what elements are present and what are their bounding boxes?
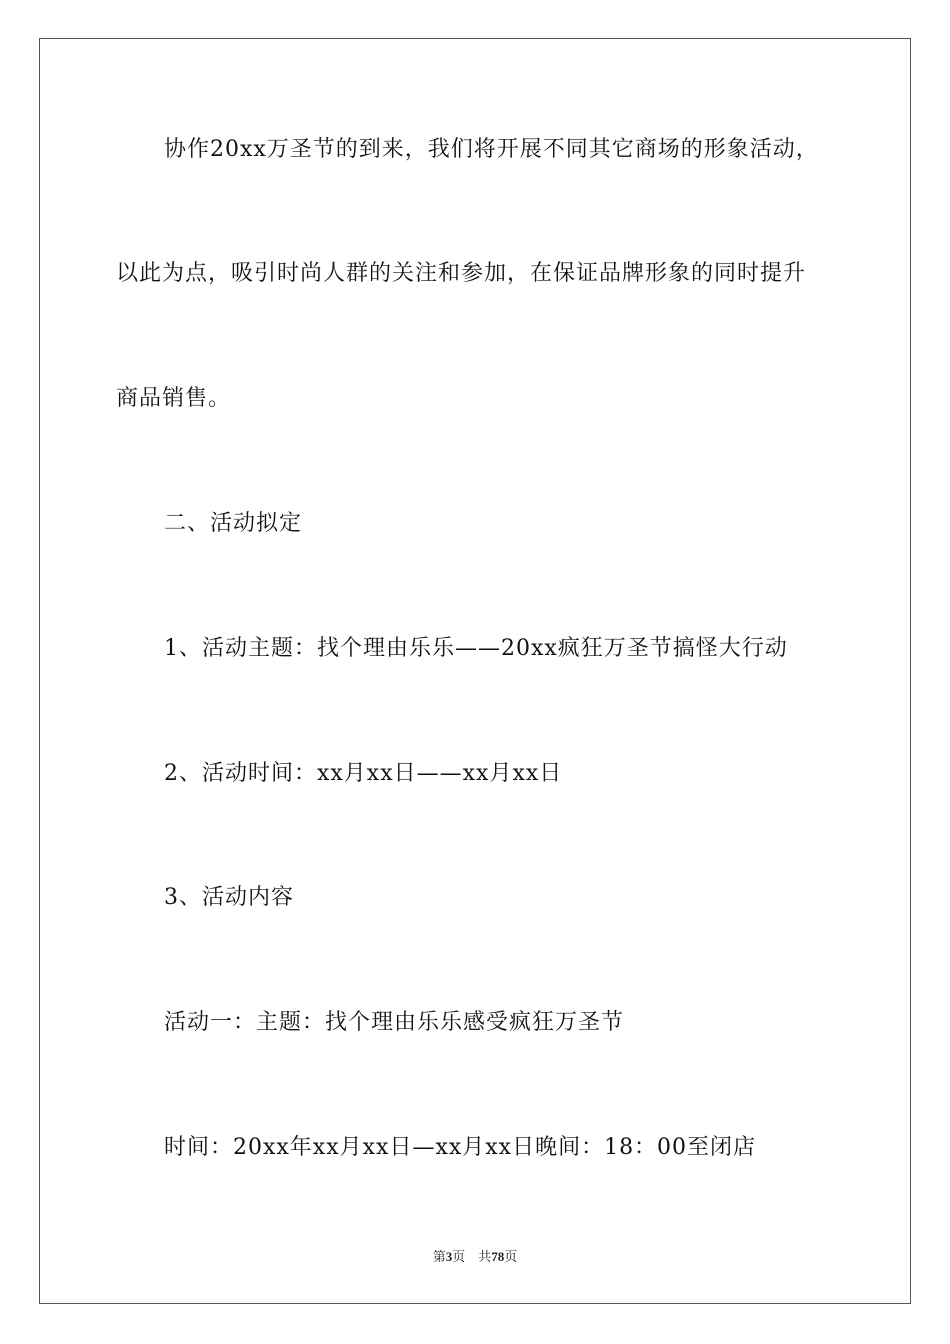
footer-page-prefix: 第 — [432, 1249, 446, 1264]
page-border — [39, 38, 911, 1304]
activity-one-theme: 活动一：主题：找个理由乐乐感受疯狂万圣节 — [164, 1010, 625, 1035]
footer-total-prefix: 共 — [478, 1249, 492, 1264]
page-footer — [0, 1246, 950, 1265]
activity-content: 3、活动内容 — [164, 885, 294, 910]
footer-page-suffix: 页 — [452, 1249, 466, 1264]
section-heading: 二、活动拟定 — [164, 511, 303, 536]
paragraph-line-1: 协作20xx万圣节的到来，我们将开展不同其它商场的形象活动， — [164, 137, 819, 162]
paragraph-line-3: 商品销售。 — [116, 386, 232, 411]
activity-theme: 1、活动主题：找个理由乐乐——20xx疯狂万圣节搞怪大行动 — [164, 636, 788, 661]
activity-time: 2、活动时间：xx月xx日——xx月xx日 — [164, 761, 563, 786]
footer-total-pages: 78 — [491, 1249, 505, 1264]
activity-one-time: 时间：20xx年xx月xx日—xx月xx日晚间：18：00至闭店 — [164, 1135, 757, 1160]
paragraph-line-2: 以此为点，吸引时尚人群的关注和参加，在保证品牌形象的同时提升 — [116, 261, 807, 286]
footer-page-number: 3 — [445, 1249, 453, 1264]
footer-total-suffix: 页 — [504, 1249, 518, 1264]
